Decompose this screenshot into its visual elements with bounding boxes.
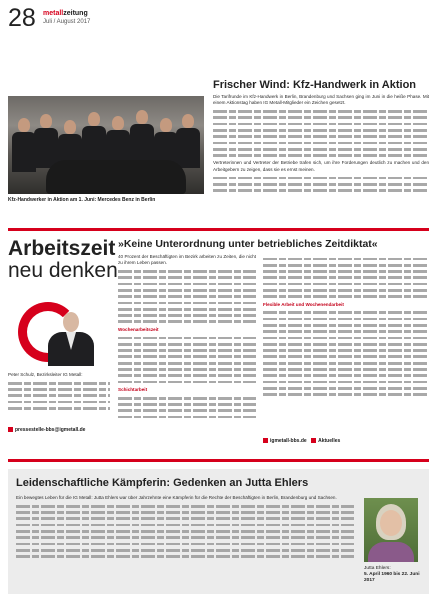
jutta-name: Jutta Ehlers:	[364, 566, 391, 571]
unterordnung-col2	[263, 254, 429, 434]
subhead-flexible-arbeit: Flexible Arbeit und Wochenendarbeit	[263, 301, 344, 307]
portrait-photo	[18, 300, 104, 366]
unterordnung-col1	[118, 254, 256, 449]
section-divider-2	[8, 459, 429, 462]
arbeitszeit-title-1: Arbeitszeit	[8, 237, 116, 260]
story-body	[213, 94, 429, 211]
subhead-schichtarbeit: Schichtarbeit	[118, 386, 148, 392]
group-photo	[8, 96, 204, 194]
story-continued: Vertreterinnen und Vertreter der Betriebe trafen sich, um ihre Forderungen deutlich zu machen und den Arbeitgebern zu zeigen, dass sie es ernst meinen.	[213, 160, 429, 172]
subhead-wochenarbeitszeit: Wochenarbeitszeit	[118, 326, 159, 332]
unterordnung-title: »Keine Unterordnung unter betriebliches Zeitdiktat«	[118, 238, 378, 250]
arbeitszeit-body	[8, 372, 110, 424]
arbeitszeit-title-2: neu denken	[8, 259, 118, 282]
unterordnung-url[interactable]: igmetall-bbs.de	[270, 438, 307, 444]
jutta-dates: 5. April 1960 bis 22. Juni 2017	[364, 572, 420, 583]
arbeitszeit-intro: Peter Schulz, Bezirksleiter IG Metall:	[8, 372, 83, 377]
unterordnung-section[interactable]: Aktuelles	[318, 438, 341, 444]
unterordnung-lead: 40 Prozent der Beschäftigten im Bezirk arbeiten zu Zeiten, die nicht zu ihrem Leben passen.	[118, 254, 256, 266]
jutta-caption	[364, 566, 428, 584]
photo-caption: Kfz-Handwerker in Aktion am 1. Juni: Mercedes Benz in Berlin	[8, 197, 156, 203]
arbeitszeit-link[interactable]	[8, 427, 85, 433]
section-divider	[8, 228, 429, 231]
page-number: 28	[8, 4, 36, 32]
gedenken-body	[16, 495, 354, 587]
story-lead: Die Tarifrunde im Kfz-Handwerk in Berlin, Brandenburg und Sachsen ging im Juni in die heiße Phase. Mit einem Aktionstag haben IG Metall-Mitglieder ein Zeichen gesetzt.	[213, 94, 429, 106]
story-title: Frischer Wind: Kfz-Handwerk in Aktion	[213, 79, 417, 91]
jutta-photo	[364, 498, 418, 562]
arbeitszeit-email[interactable]: pressestelle-bbs@igmetall.de	[15, 427, 86, 433]
gedenken-text: Ein bewegtes Leben für die IG Metall: Jutta Ehlers war über Jahrzehnte eine Kämpferin für die Rechte der Beschäftigten in Berlin, Brandenburg und Sachsen.	[16, 495, 337, 500]
issue-date: Juli / August 2017	[43, 19, 91, 25]
brand-suffix: zeitung	[63, 10, 88, 17]
gedenken-title: Leidenschaftliche Kämpferin: Gedenken an Jutta Ehlers	[16, 477, 309, 489]
brand-prefix: metall	[43, 10, 64, 17]
brand-logo	[43, 10, 88, 17]
unterordnung-link[interactable]	[263, 438, 340, 444]
